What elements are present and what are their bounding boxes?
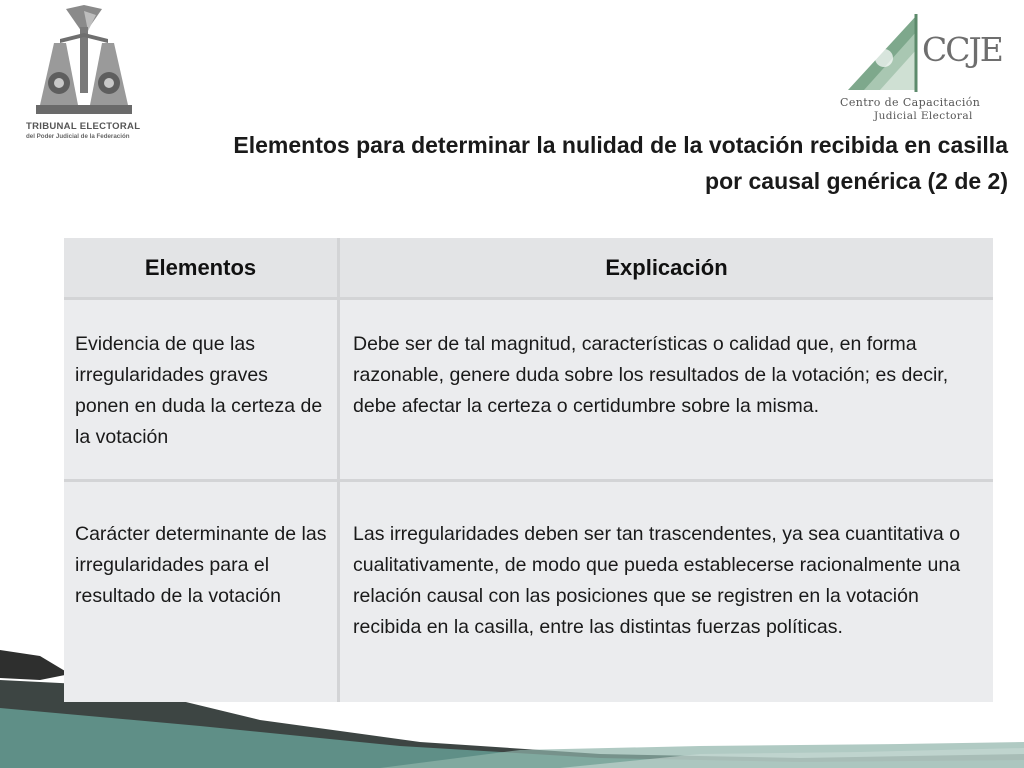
column-header-explicacion: Explicación: [340, 238, 993, 297]
logo-left-subtitle: del Poder Judicial de la Federación: [26, 133, 130, 140]
ccje-name-line1: Centro de Capacitación: [840, 96, 981, 109]
ccje-name-line2: Judicial Electoral: [874, 110, 973, 122]
table-cell-elemento: Carácter determinante de las irregularidades para el resultado de la votación: [64, 482, 337, 702]
scales-emblem-icon: [32, 5, 132, 117]
tribunal-electoral-logo: [20, 5, 150, 140]
table-cell-explicacion: Las irregularidades deben ser tan trascendentes, ya sea cuantitativa o cualitativamente, de modo que pueda establecerse racionalmente una relación causal con las posiciones que se registren en la votación recibida en la casilla, entre las distintas fuerzas políticas.: [340, 482, 993, 702]
ccje-logo: [838, 12, 1014, 124]
slide-title-line2: por causal genérica (2 de 2): [705, 168, 1008, 194]
elements-table: [64, 238, 993, 702]
ccje-emblem-icon: [846, 12, 926, 92]
column-header-elementos: Elementos: [64, 238, 337, 297]
slide-title-line1: Elementos para determinar la nulidad de la votación recibida en casilla: [233, 132, 1008, 158]
ccje-acronym: CCJE: [922, 30, 1002, 69]
logo-left-title: TRIBUNAL ELECTORAL: [26, 121, 141, 132]
slide-title: [28, 127, 1008, 199]
table-cell-explicacion: Debe ser de tal magnitud, características o calidad que, en forma razonable, genere duda sobre los resultados de la votación; es decir, debe afectar la certeza o certidumbre sobre la misma.: [340, 300, 993, 479]
table-cell-elemento: Evidencia de que las irregularidades graves ponen en duda la certeza de la votación: [64, 300, 337, 479]
